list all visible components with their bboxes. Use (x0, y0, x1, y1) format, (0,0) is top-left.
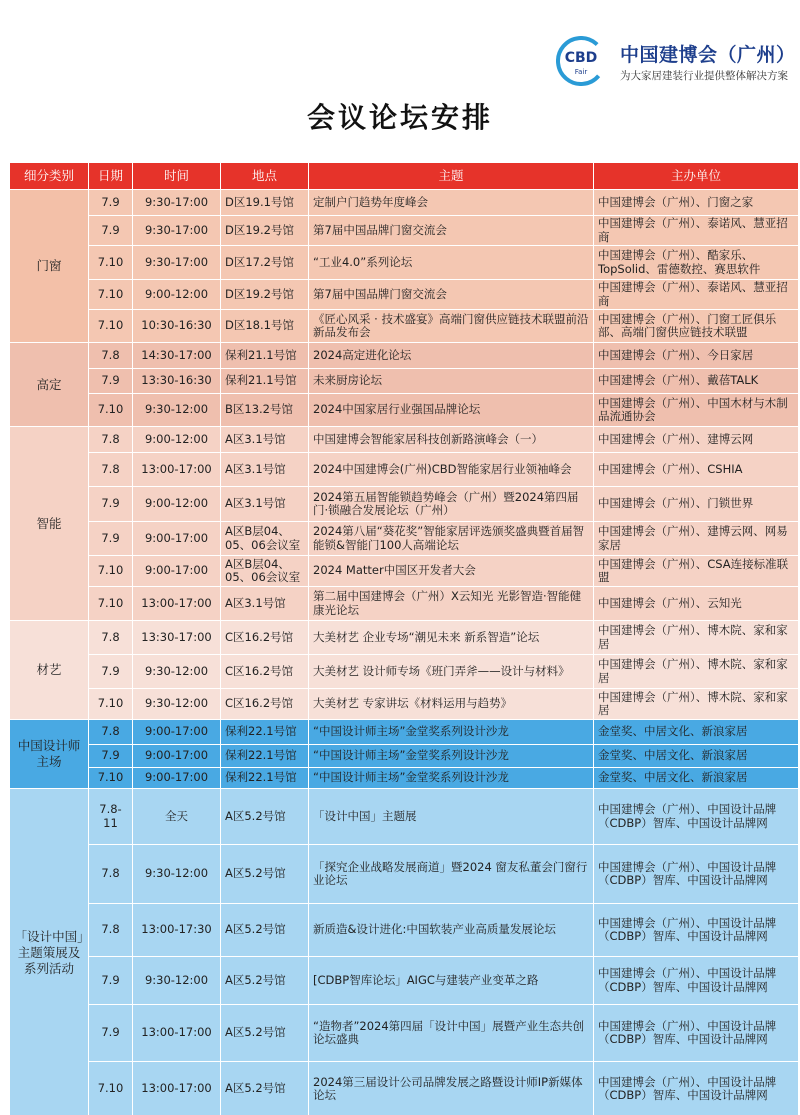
venue-cell: 保利21.1号馆 (221, 369, 309, 394)
table-row (10, 587, 799, 621)
time-cell: 全天 (133, 789, 221, 845)
organizer-cell: 中国建博会（广州）、云知光 (594, 587, 799, 621)
topic-cell: “中国设计师主场”金堂奖系列设计沙龙 (309, 745, 594, 768)
date-cell: 7.8 (89, 427, 133, 453)
cbd-fair-logo-icon (556, 36, 614, 86)
organizer-cell: 中国建博会（广州）、中国设计品牌（CDBP）智库、中国设计品牌网 (594, 789, 799, 845)
topic-cell: 2024高定进化论坛 (309, 343, 594, 369)
organizer-cell: 中国建博会（广州）、中国设计品牌（CDBP）智库、中国设计品牌网 (594, 957, 799, 1005)
time-cell: 10:30-16:30 (133, 310, 221, 343)
venue-cell: A区3.1号馆 (221, 587, 309, 621)
topic-cell: 2024第三届设计公司品牌发展之路暨设计师IP新媒体论坛 (309, 1062, 594, 1115)
organizer-cell: 中国建博会（广州）、中国设计品牌（CDBP）智库、中国设计品牌网 (594, 845, 799, 904)
date-cell: 7.9 (89, 1005, 133, 1062)
organizer-cell: 中国建博会（广州）、泰诺风、慧亚招商 (594, 280, 799, 310)
date-cell: 7.10 (89, 1062, 133, 1115)
date-cell: 7.9 (89, 957, 133, 1005)
time-cell: 13:00-17:00 (133, 1005, 221, 1062)
organizer-cell: 中国建博会（广州）、门窗之家 (594, 190, 799, 216)
table-row (10, 310, 799, 343)
organizer-cell: 中国建博会（广州）、酷家乐、TopSolid、雷德数控、赛思软件 (594, 246, 799, 280)
header-venue: 地点 (221, 163, 309, 190)
table-row (10, 655, 799, 689)
topic-cell: [CDBP智库论坛」AIGC与建装产业变革之路 (309, 957, 594, 1005)
category-cell: 中国设计师主场 (10, 720, 89, 789)
table-row (10, 845, 799, 904)
date-cell: 7.10 (89, 246, 133, 280)
organizer-cell: 中国建博会（广州）、CSHIA (594, 453, 799, 487)
time-cell: 9:30-12:00 (133, 689, 221, 720)
table-row (10, 621, 799, 655)
venue-cell: A区5.2号馆 (221, 1005, 309, 1062)
organizer-cell: 中国建博会（广州）、中国设计品牌（CDBP）智库、中国设计品牌网 (594, 1005, 799, 1062)
time-cell: 9:00-17:00 (133, 522, 221, 556)
date-cell: 7.9 (89, 522, 133, 556)
table-row (10, 343, 799, 369)
time-cell: 9:30-12:00 (133, 394, 221, 427)
logo-mark-bottom: Fair (574, 68, 588, 76)
topic-cell: 2024第八届“葵花奖”智能家居评选颁奖盛典暨首届智能锁&智能门100人高端论坛 (309, 522, 594, 556)
category-cell: 高定 (10, 343, 89, 427)
topic-cell: 2024第五届智能锁趋势峰会（广州）暨2024第四届门·锁融合发展论坛（广州） (309, 487, 594, 522)
date-cell: 7.8 (89, 453, 133, 487)
topic-cell: 大美材艺 企业专场“潮见未来 新系智造”论坛 (309, 621, 594, 655)
venue-cell: 保利22.1号馆 (221, 768, 309, 789)
table-body (10, 190, 799, 1115)
time-cell: 9:30-17:00 (133, 216, 221, 246)
venue-cell: C区16.2号馆 (221, 621, 309, 655)
topic-cell: 《匠心风采 · 技术盛宴》高端门窗供应链技术联盟前沿新品发布会 (309, 310, 594, 343)
venue-cell: D区19.1号馆 (221, 190, 309, 216)
date-cell: 7.9 (89, 216, 133, 246)
header-category: 细分类别 (10, 163, 89, 190)
venue-cell: 保利22.1号馆 (221, 720, 309, 745)
header-topic: 主题 (309, 163, 594, 190)
organizer-cell: 中国建博会（广州）、中国设计品牌（CDBP）智库、中国设计品牌网 (594, 904, 799, 957)
time-cell: 13:30-17:00 (133, 621, 221, 655)
table-row (10, 369, 799, 394)
venue-cell: D区19.2号馆 (221, 216, 309, 246)
table-row (10, 556, 799, 587)
table-row (10, 487, 799, 522)
topic-cell: 定制户门趋势年度峰会 (309, 190, 594, 216)
time-cell: 9:00-17:00 (133, 768, 221, 789)
date-cell: 7.8-11 (89, 789, 133, 845)
topic-cell: “中国设计师主场”金堂奖系列设计沙龙 (309, 768, 594, 789)
table-header-row (10, 163, 799, 190)
table-row (10, 394, 799, 427)
organizer-cell: 金堂奖、中居文化、新浪家居 (594, 720, 799, 745)
time-cell: 14:30-17:00 (133, 343, 221, 369)
venue-cell: A区5.2号馆 (221, 789, 309, 845)
time-cell: 9:00-12:00 (133, 487, 221, 522)
time-cell: 13:00-17:00 (133, 587, 221, 621)
table-row (10, 1062, 799, 1115)
logo-mark-top: CBD (564, 50, 598, 66)
time-cell: 13:00-17:30 (133, 904, 221, 957)
organizer-cell: 金堂奖、中居文化、新浪家居 (594, 745, 799, 768)
topic-cell: 中国建博会智能家居科技创新路演峰会（一） (309, 427, 594, 453)
table-row (10, 720, 799, 745)
table-row (10, 745, 799, 768)
topic-cell: 大美材艺 设计师专场《班门弄斧——设计与材料》 (309, 655, 594, 689)
venue-cell: 保利21.1号馆 (221, 343, 309, 369)
date-cell: 7.9 (89, 487, 133, 522)
organizer-cell: 中国建博会（广州）、建博云网 (594, 427, 799, 453)
time-cell: 9:00-12:00 (133, 427, 221, 453)
topic-cell: 第7届中国品牌门窗交流会 (309, 280, 594, 310)
time-cell: 13:00-17:00 (133, 1062, 221, 1115)
venue-cell: A区5.2号馆 (221, 1062, 309, 1115)
table-row (10, 246, 799, 280)
date-cell: 7.8 (89, 720, 133, 745)
venue-cell: A区5.2号馆 (221, 904, 309, 957)
table-row (10, 904, 799, 957)
topic-cell: 新质造&设计进化:中国软装产业高质量发展论坛 (309, 904, 594, 957)
organizer-cell: 金堂奖、中居文化、新浪家居 (594, 768, 799, 789)
venue-cell: A区5.2号馆 (221, 957, 309, 1005)
date-cell: 7.10 (89, 394, 133, 427)
organizer-cell: 中国建博会（广州）、建博云网、网易家居 (594, 522, 799, 556)
table-row (10, 1005, 799, 1062)
logo-title: 中国建博会（广州） (620, 44, 796, 66)
header-organizer: 主办单位 (594, 163, 799, 190)
time-cell: 9:30-12:00 (133, 957, 221, 1005)
table-row (10, 789, 799, 845)
time-cell: 9:30-12:00 (133, 655, 221, 689)
table-row (10, 453, 799, 487)
venue-cell: C区16.2号馆 (221, 655, 309, 689)
category-cell: 「设计中国」主题策展及系列活动 (10, 789, 89, 1115)
time-cell: 9:30-17:00 (133, 246, 221, 280)
date-cell: 7.9 (89, 655, 133, 689)
table-row (10, 768, 799, 789)
venue-cell: A区3.1号馆 (221, 453, 309, 487)
date-cell: 7.10 (89, 587, 133, 621)
topic-cell: “工业4.0”系列论坛 (309, 246, 594, 280)
table-row (10, 957, 799, 1005)
cbd-logo (556, 36, 796, 86)
topic-cell: 2024 Matter中国区开发者大会 (309, 556, 594, 587)
time-cell: 9:00-17:00 (133, 556, 221, 587)
time-cell: 9:30-17:00 (133, 190, 221, 216)
venue-cell: C区16.2号馆 (221, 689, 309, 720)
date-cell: 7.9 (89, 190, 133, 216)
header-time: 时间 (133, 163, 221, 190)
organizer-cell: 中国建博会（广州）、今日家居 (594, 343, 799, 369)
venue-cell: A区B层04、05、06会议室 (221, 556, 309, 587)
table-row (10, 280, 799, 310)
venue-cell: A区B层04、05、06会议室 (221, 522, 309, 556)
venue-cell: D区18.1号馆 (221, 310, 309, 343)
organizer-cell: 中国建博会（广州）、泰诺风、慧亚招商 (594, 216, 799, 246)
organizer-cell: 中国建博会（广州）、中国木材与木制品流通协会 (594, 394, 799, 427)
organizer-cell: 中国建博会（广州）、中国设计品牌（CDBP）智库、中国设计品牌网 (594, 1062, 799, 1115)
topic-cell: 第7届中国品牌门窗交流会 (309, 216, 594, 246)
venue-cell: A区3.1号馆 (221, 487, 309, 522)
venue-cell: 保利22.1号馆 (221, 745, 309, 768)
header-date: 日期 (89, 163, 133, 190)
topic-cell: “中国设计师主场”金堂奖系列设计沙龙 (309, 720, 594, 745)
time-cell: 9:30-12:00 (133, 845, 221, 904)
date-cell: 7.10 (89, 768, 133, 789)
date-cell: 7.9 (89, 745, 133, 768)
time-cell: 13:00-17:00 (133, 453, 221, 487)
table-row (10, 190, 799, 216)
topic-cell: 2024中国建博会(广州)CBD智能家居行业领袖峰会 (309, 453, 594, 487)
time-cell: 13:30-16:30 (133, 369, 221, 394)
table-row (10, 427, 799, 453)
date-cell: 7.10 (89, 556, 133, 587)
venue-cell: A区3.1号馆 (221, 427, 309, 453)
category-cell: 材艺 (10, 621, 89, 720)
topic-cell: “造物者”2024第四届「设计中国」展暨产业生态共创论坛盛典 (309, 1005, 594, 1062)
venue-cell: A区5.2号馆 (221, 845, 309, 904)
organizer-cell: 中国建博会（广州）、博木院、家和家居 (594, 689, 799, 720)
date-cell: 7.10 (89, 310, 133, 343)
date-cell: 7.10 (89, 280, 133, 310)
date-cell: 7.8 (89, 621, 133, 655)
venue-cell: B区13.2号馆 (221, 394, 309, 427)
organizer-cell: 中国建博会（广州）、博木院、家和家居 (594, 655, 799, 689)
category-cell: 门窗 (10, 190, 89, 343)
topic-cell: 未来厨房论坛 (309, 369, 594, 394)
logo-subtitle: 为大家居建装行业提供整体解决方案 (620, 70, 788, 82)
topic-cell: 2024中国家居行业强国品牌论坛 (309, 394, 594, 427)
time-cell: 9:00-17:00 (133, 720, 221, 745)
venue-cell: D区17.2号馆 (221, 246, 309, 280)
page-title: 会议论坛安排 (306, 101, 493, 134)
organizer-cell: 中国建博会（广州）、CSA连接标准联盟 (594, 556, 799, 587)
date-cell: 7.8 (89, 904, 133, 957)
date-cell: 7.8 (89, 845, 133, 904)
topic-cell: 「探究企业战略发展商道」暨2024 窗友私董会门窗行业论坛 (309, 845, 594, 904)
organizer-cell: 中国建博会（广州）、博木院、家和家居 (594, 621, 799, 655)
forum-schedule-table (9, 162, 799, 1115)
table-row (10, 522, 799, 556)
organizer-cell: 中国建博会（广州）、门锁世界 (594, 487, 799, 522)
date-cell: 7.8 (89, 343, 133, 369)
venue-cell: D区19.2号馆 (221, 280, 309, 310)
date-cell: 7.10 (89, 689, 133, 720)
date-cell: 7.9 (89, 369, 133, 394)
time-cell: 9:00-12:00 (133, 280, 221, 310)
table-row (10, 216, 799, 246)
organizer-cell: 中国建博会（广州）、戴蓓TALK (594, 369, 799, 394)
topic-cell: 第二届中国建博会（广州）X云知光 光影智造·智能健康光论坛 (309, 587, 594, 621)
table-row (10, 689, 799, 720)
topic-cell: 「设计中国」主题展 (309, 789, 594, 845)
topic-cell: 大美材艺 专家讲坛《材料运用与趋势》 (309, 689, 594, 720)
organizer-cell: 中国建博会（广州）、门窗工匠俱乐部、高端门窗供应链技术联盟 (594, 310, 799, 343)
time-cell: 9:00-17:00 (133, 745, 221, 768)
category-cell: 智能 (10, 427, 89, 621)
